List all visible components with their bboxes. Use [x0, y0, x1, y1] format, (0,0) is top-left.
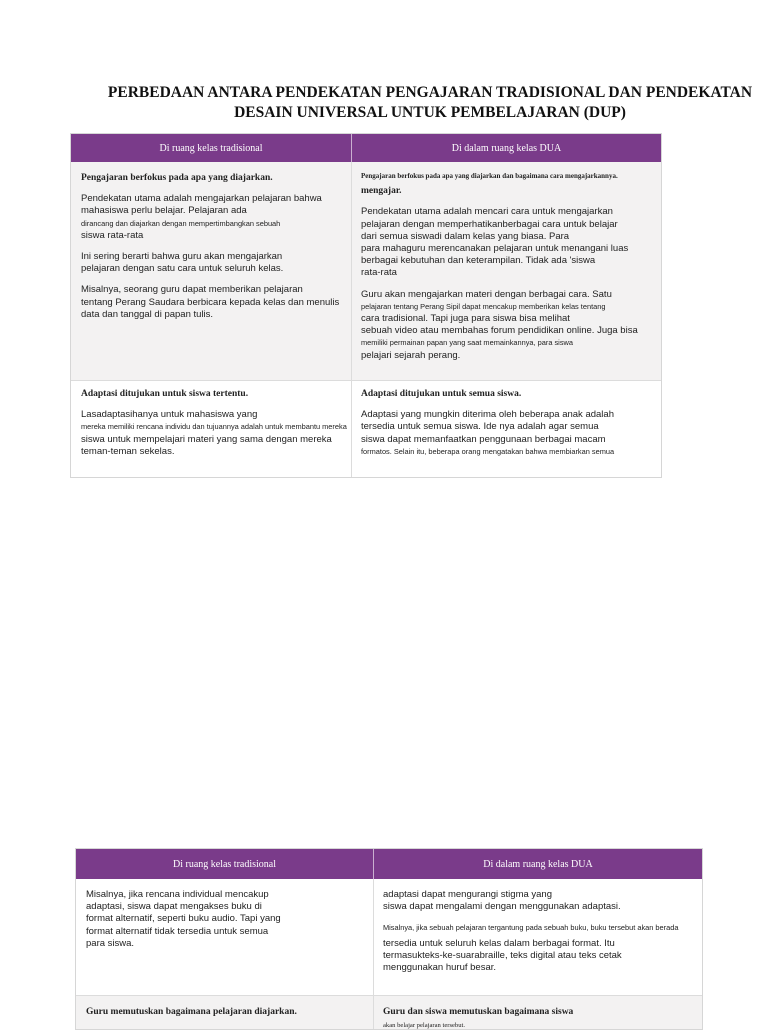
table-header-1	[71, 134, 661, 162]
cell-line: siswa dapat memanfaatkan penggunaan berbagai macam	[361, 433, 606, 445]
cell-line: Ini sering berarti bahwa guru akan mengajarkan	[81, 251, 283, 263]
table-header-2	[76, 849, 702, 879]
column-divider	[373, 996, 374, 1029]
row-2-dua-cell	[383, 1006, 699, 1032]
cell-line: format alternatif tidak tersedia untuk semua	[86, 925, 269, 937]
header-traditional: Di ruang kelas tradisional	[172, 858, 277, 870]
cell-line: Pendekatan utama adalah mencari cara untuk mengajarkan	[361, 206, 613, 218]
row-1-dua-cell	[361, 170, 657, 362]
row-1-traditional-cell	[86, 889, 366, 950]
cell-subheading: akan belajar pelajaran tersebut.	[383, 1022, 466, 1030]
header-traditional: Di ruang kelas tradisional	[159, 142, 263, 154]
row-1-traditional-cell	[81, 172, 347, 321]
cell-line: Misalnya, seorang guru dapat memberikan pelajaran	[81, 284, 303, 296]
comparison-table-1	[70, 133, 662, 478]
cell-line: memiliki permainan papan yang saat memainkannya, para siswa	[361, 338, 573, 348]
cell-line: pelajari sejarah perang.	[361, 349, 461, 361]
cell-line: Misalnya, jika sebuah pelajaran tergantung pada sebuah buku, buku tersebut akan berada	[383, 923, 679, 933]
cell-heading: Guru memutuskan bagaimana pelajaran diajarkan.	[86, 1007, 297, 1017]
cell-line: pelajaran dengan satu cara untuk seluruh kelas.	[81, 263, 284, 275]
header-dua: Di dalam ruang kelas DUA	[483, 858, 593, 870]
cell-line: sebuah video atau membahas forum pendidikan online. Juga bisa	[361, 325, 638, 337]
row-2-dua-cell	[361, 388, 657, 458]
cell-line: data dan tanggal di papan tulis.	[81, 308, 214, 320]
cell-line: berbagai kebutuhan dan keterampilan. Tidak ada 'siswa	[361, 255, 596, 267]
cell-line: mahasiswa perlu belajar. Pelajaran ada	[81, 205, 247, 217]
row-1-dua-cell	[383, 889, 699, 974]
cell-heading: Guru dan siswa memutuskan bagaimana siswa	[383, 1007, 574, 1017]
cell-line: tersedia untuk seluruh kelas dalam berbagai format. Itu	[383, 937, 615, 949]
cell-line: siswa dapat mengalami dengan menggunakan adaptasi.	[383, 901, 621, 913]
cell-line: para mahaguru merencanakan pelajaran untuk menangani luas	[361, 243, 629, 255]
cell-line: Pendekatan utama adalah mengajarkan pelajaran bahwa	[81, 193, 322, 205]
title-line-2: DESAIN UNIVERSAL UNTUK PEMBELAJARAN (DUP)	[234, 104, 626, 121]
cell-line: pelajaran dengan memperhatikanberbagai cara untuk belajar	[361, 218, 618, 230]
cell-line: rata-rata	[361, 267, 397, 279]
row-divider	[71, 380, 661, 381]
cell-line: Lasadaptasihanya untuk mahasiswa yang	[81, 409, 258, 421]
cell-line: adaptasi dapat mengurangi stigma yang	[383, 889, 553, 900]
cell-heading: Adaptasi ditujukan untuk siswa tertentu.	[81, 389, 249, 399]
comparison-table-2	[75, 848, 703, 1030]
cell-line: cara tradisional. Tapi juga para siswa bisa melihat	[361, 313, 570, 325]
cell-line: pelajaran tentang Perang Sipil dapat mencakup memberikan kelas tentang	[361, 301, 606, 311]
cell-line: Guru akan mengajarkan materi dengan berbagai cara. Satu	[361, 288, 612, 300]
cell-line: Misalnya, jika rencana individual mencakup	[86, 889, 269, 900]
cell-line: siswa untuk mempelajari materi yang sama dengan mereka	[81, 433, 332, 445]
column-divider	[351, 162, 352, 477]
cell-line: tersedia untuk semua siswa. Ide nya adalah agar semua	[361, 421, 599, 433]
cell-line: dari semua siswadi dalam kelas yang biasa. Para	[361, 230, 570, 242]
row-2-traditional-cell	[86, 1006, 366, 1018]
cell-heading: mengajar.	[361, 186, 402, 197]
cell-line: siswa rata-rata	[81, 229, 144, 241]
cell-line: adaptasi, siswa dapat mengakses buku di	[86, 901, 262, 913]
cell-line: mereka memiliki rencana individu dan tujuannya adalah untuk membantu mereka	[81, 422, 347, 432]
cell-line: format alternatif, seperti buku audio. Tapi yang	[86, 913, 281, 925]
cell-line: para siswa.	[86, 937, 135, 949]
cell-line: menggunakan huruf besar.	[383, 962, 497, 974]
row-2-traditional-cell	[81, 388, 347, 458]
cell-heading-small: Pengajaran berfokus pada apa yang diajarkan dan bagaimana cara mengajarkannya.	[361, 172, 618, 180]
cell-heading: Adaptasi ditujukan untuk semua siswa.	[361, 389, 522, 399]
cell-line: teman-teman sekelas.	[81, 445, 175, 457]
document-title	[80, 83, 768, 123]
cell-heading: Pengajaran berfokus pada apa yang diajarkan.	[81, 173, 273, 183]
title-line-1: PERBEDAAN ANTARA PENDEKATAN PENGAJARAN TRADISIONAL DAN PENDEKATAN	[107, 84, 753, 101]
cell-line: termasukteks-ke-suarabraille, teks digital atau teks cetak	[383, 949, 622, 961]
cell-line: Adaptasi yang mungkin diterima oleh beberapa anak adalah	[361, 409, 614, 421]
header-dua: Di dalam ruang kelas DUA	[451, 142, 562, 154]
cell-line: dirancang dan diajarkan dengan mempertimbangkan sebuah	[81, 218, 281, 228]
cell-line: formatos. Selain itu, beberapa orang mengatakan bahwa membiarkan semua	[361, 446, 615, 456]
cell-line: tentang Perang Saudara berbicara kepada kelas dan menulis	[81, 296, 340, 308]
